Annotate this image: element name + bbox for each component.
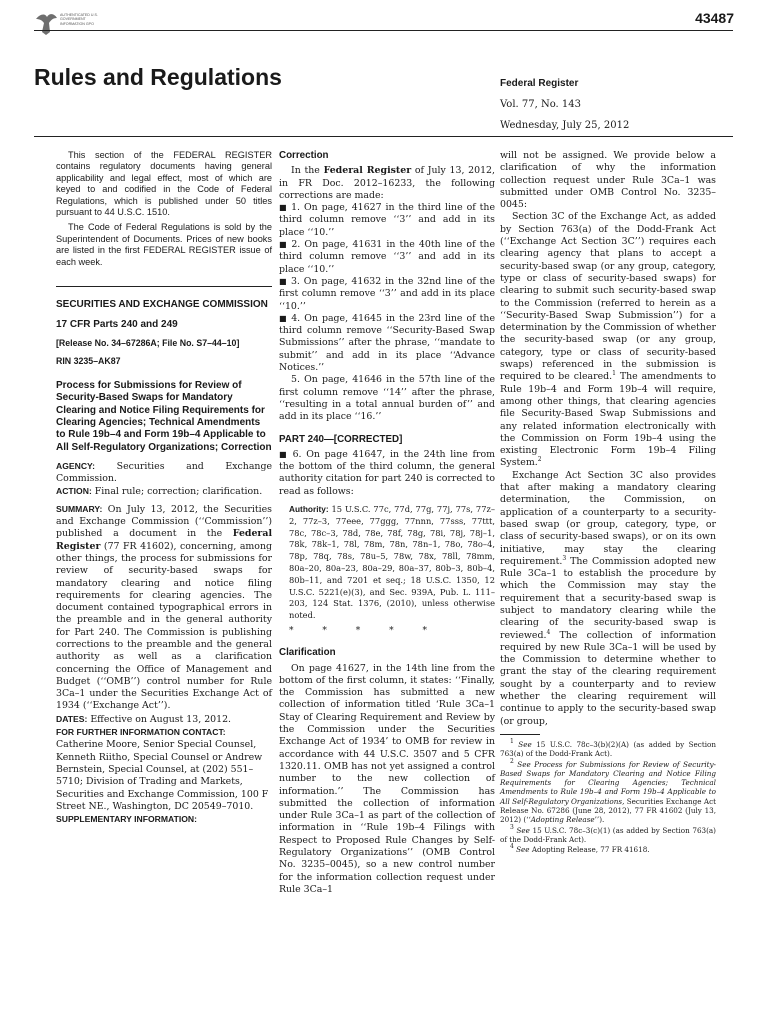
correction-heading: Correction xyxy=(279,150,329,161)
footnote xyxy=(500,737,716,759)
footnote-ref: 4 xyxy=(546,628,551,636)
volume-number: Vol. 77, No. 143 xyxy=(500,99,582,110)
clarification-text: Section 3C of the Exchange Act, as added by Section 763(a) of the Dodd-Frank Act (‘‘Exchange Act Section 3C’’) requires each clearing agency that plans to accept a security-based swap (or any group, category, type or class of security-based swaps) for clearing to submit such security-based swap to the Commission (referred to herein as a ‘‘Security-Based Swap Submission’’) for a determination by the Commission of whether the security-based swap (or any group, category, type or class of security-based swaps) referenced in the submission is required to be cleared. xyxy=(500,211,716,383)
omission-stars: * * * * * xyxy=(289,625,440,636)
clarification-text: The Commission adopted new Rule 3Ca–1 to establish the procedure by which the Commission may stay the requirement that a security-based swap is subject to mandatory clearing while the clearing of the security-based swap is reviewed. xyxy=(500,555,716,641)
correction-item-4: ■ 4. On page, 41645 in the 23rd line of the third column remove ‘‘Security-Based Swap Submissions’’ after the phrase, ‘‘mandate to submit’’ and add in its place ‘‘Advance Notices.’’ xyxy=(279,313,495,374)
summary-paragraph xyxy=(56,503,272,713)
agency-value: Securities and Exchange Commission. xyxy=(56,460,272,485)
cfr-parts: 17 CFR Parts 240 and 249 xyxy=(56,319,178,331)
document-title: Process for Submissions for Review of Security-Based Swaps for Mandatory Clearing and Notice Filing Requirements for Clearing Agencies; Technical Amendments to Rule 19b–4 and Form 19b–4 Applicable to All Self-Regulatory Organizations; Correction xyxy=(56,380,272,453)
action-line xyxy=(56,485,272,498)
correction-intro-cont: of July 13, 2012, in FR Doc. 2012–16233, the following corrections are made: xyxy=(279,165,496,201)
contact-label: FOR FURTHER INFORMATION CONTACT: xyxy=(56,727,226,738)
clarification-heading: Clarification xyxy=(279,647,336,659)
action-value: Final rule; correction; clarification. xyxy=(94,486,263,498)
release-number: [Release No. 34–67286A; File No. S7–44–10] xyxy=(56,338,240,349)
footnote-number: 1 xyxy=(510,737,514,745)
summary-text: On July 13, 2012, the Securities and Exchange Commission (‘‘Commission’’) published a document in the xyxy=(56,503,272,540)
supplementary-label: SUPPLEMENTARY INFORMATION: xyxy=(56,814,197,825)
column-1 xyxy=(56,150,272,826)
eagle-icon xyxy=(34,10,58,36)
agency-line xyxy=(56,460,272,486)
column-3 xyxy=(500,150,716,856)
agency-label: AGENCY: xyxy=(56,460,95,471)
footnote-ref: 2 xyxy=(537,456,542,464)
correction-item-5: 5. On page, 41646 in the 57th line of the first column remove ‘‘14’’ after the phrase, ‘‘resulting in a total annual burden of’’ and add in its place ‘‘16.’’ xyxy=(279,374,495,423)
publication-info xyxy=(500,73,740,136)
clarification-text: The collection of information required by new Rule 3Ca–1 will be used by the Commission to determine whether to grant the stay of the clearing requirement sought by a counterparty and to review whether the clearing requirement will continue to apply to the security-based swap (or group, xyxy=(500,629,717,727)
correction-item-1: ■ 1. On page, 41627 in the third line of the third column remove ‘‘3’’ and add in its place ‘‘10.’’ xyxy=(279,202,495,239)
footnote xyxy=(500,757,716,825)
footnote-text: Securities Exchange Act Release No. 67286 (June 28, 2012), 77 FR 41602 (July 13, 2012) (‘‘ xyxy=(500,796,716,825)
footnote-italic: See xyxy=(516,845,530,855)
dates-value: Effective on August 13, 2012. xyxy=(90,713,232,725)
footnote-italic: See xyxy=(518,739,532,749)
contact-value: Catherine Moore, Senior Special Counsel, Kenneth Riitho, Special Counsel or Andrew Bernstein, Special Counsel, at (202) 551–5710; Division of Trading and Markets, Securities and Exchange Commission, 100 F Street NE., Washington, DC 20549–7010. xyxy=(56,739,269,812)
correction-item-6: ■ 6. On page 41647, in the 24th line from the bottom of the third column, the general authority citation for part 240 is corrected to read as follows: xyxy=(279,449,495,498)
section-title: Rules and Regulations xyxy=(34,64,282,90)
dates-label: DATES: xyxy=(56,713,88,724)
footnote-divider xyxy=(500,734,540,735)
intro-paragraph-1: This section of the FEDERAL REGISTER contains regulatory documents having general applicability and legal effect, most of which are keyed to and codified in the Code of Federal Regulations, which is published under 50 titles pursuant to 44 U.S.C. 1510. xyxy=(56,150,272,218)
publication-name: Federal Register xyxy=(500,78,579,89)
contact-paragraph xyxy=(56,726,272,813)
footnote-number: 3 xyxy=(510,823,514,831)
footnote-ref: 3 xyxy=(562,554,567,562)
rin-number: RIN 3235–AK87 xyxy=(56,356,121,367)
clarification-paragraph-1: On page 41627, in the 14th line from the bottom of the first column, it states: ‘‘Finally, the Commission has submitted a new collection of information titled ‘Rule 3Ca–1 Stay of Clearing Requirement and Review by the Commission under the Securities Exchange Act of 1934’ to OMB for review in accordance with 44 U.S.C. 3507 and 5 CFR 1320.11. OMB has not yet assigned a control number to the new collection of information.’’ The Commission has submitted the collection of information under Rule 3Ca–1 as part of the collection of information in ‘‘Rule 19b–4 Filings with Respect to Proposed Rule Changes by Self-Regulatory Organizations’’ (OMB Control No. 3235–0045), so a new control number for the information collection request under Rule 3Ca–1 xyxy=(279,662,495,895)
footnote-italic: See xyxy=(516,825,530,835)
logo-text: AUTHENTICATED U.S. GOVERNMENT INFORMATION GPO xyxy=(60,13,98,26)
correction-intro xyxy=(279,165,495,202)
part-heading: PART 240—[CORRECTED] xyxy=(279,433,403,445)
footnote-italic: Adopting Release xyxy=(530,815,595,825)
footnote-text: ’’). xyxy=(594,815,605,825)
intro-paragraph-2: The Code of Federal Regulations is sold by the Superintendent of Documents. Prices of new books are listed in the first FEDERAL REGISTER issue of each week. xyxy=(56,222,272,267)
correction-intro-text: In the xyxy=(291,165,320,177)
correction-item-2: ■ 2. On page, 41631 in the 40th line of the third column remove ‘‘3’’ and add in its place ‘‘10.’’ xyxy=(279,239,495,276)
clarification-paragraph-3 xyxy=(500,470,716,728)
footnote xyxy=(500,845,716,854)
authority-citation xyxy=(279,504,495,622)
footnote-number: 2 xyxy=(510,757,514,765)
clarification-paragraph-2 xyxy=(500,211,716,469)
dates-line xyxy=(56,713,272,726)
footnote-italic: See Process for Submissions for Review of Security-Based Swaps for Mandatory Clearing and Notice Filing Requirements for Clearing Agencies; Technical Amendments to Rule 19b–4 and Form 19b–4 Applicable to All Self-Regulatory Organizations, xyxy=(500,759,716,806)
agency-name: SECURITIES AND EXCHANGE COMMISSION xyxy=(56,299,268,311)
footnote-number: 4 xyxy=(510,843,514,851)
footnote xyxy=(500,823,716,845)
summary-label: SUMMARY: xyxy=(56,503,103,514)
gpo-authentication-logo xyxy=(34,10,96,40)
footnote-ref: 1 xyxy=(612,370,616,378)
federal-register-ref: Federal Register xyxy=(56,528,272,552)
issue-date: Wednesday, July 25, 2012 xyxy=(500,120,630,131)
federal-register-ref: Federal Register xyxy=(323,165,412,177)
section-divider xyxy=(56,286,272,287)
page-number: 43487 xyxy=(695,10,734,26)
action-label: ACTION: xyxy=(56,486,92,497)
top-rule xyxy=(34,30,733,31)
supplementary-line xyxy=(56,813,272,826)
summary-text-cont: (77 FR 41602), concerning, among other things, the process for submissions for review of security-based swaps for mandatory clearing and notice filing requirements for clearing agencies. The document contained typographical errors in the preamble and in the general authority for Part 240. The Commission is publishing corrections to the preamble and the general authority as well as a clarification concerning the Office of Management and Budget (‘‘OMB’’) control number for Rule 3Ca–1 under the Securities Exchange Act of 1934 (‘‘Exchange Act’’). xyxy=(56,540,272,712)
correction-item-3: ■ 3. On page, 41632 in the 32nd line of the first column remove ‘‘3’’ and add in its place ‘‘10.’’ xyxy=(279,276,495,313)
header-rule xyxy=(34,136,733,137)
clarification-text: Exchange Act Section 3C also provides that after making a mandatory clearing determination, the Commission, on application of a counterparty to a security-based swap (or group, category, type, or class of security-based swaps), or on its own initiative, may stay the clearing requirement. xyxy=(500,469,716,567)
clarification-text: The amendments to Rule 19b–4 and Form 19b–4 will require, among other things, that clearing agencies file Security-Based Swap Submissions and any related information electronically with the Commission on Form 19b–4 using the existing Electronic Form 19b–4 Filing System. xyxy=(500,371,716,469)
column-2 xyxy=(279,150,495,896)
authority-text: 15 U.S.C. 77c, 77d, 77g, 77j, 77s, 77z–2, 77z–3, 77eee, 77ggg, 77nnn, 77sss, 77ttt, 78c, 78c–3, 78d, 78e, 78f, 78g, 78i, 78j, 78j–1, 78k, 78k–1, 78l, 78m, 78n, 78n–1, 78o, 78o–4, 78p, 78q, 78s, 78u–5, 78w, 78x, 78ll, 78mm, 80a–20, 80a–23, 80a–29, 80a–37, 80b–3, 80b–4, 80b–11, and 7201 et seq.; 18 U.S.C. 1350, 12 U.S.C. 5221(e)(3), and Sec. 939A, Pub. L. 111–203, 124 Stat. 1376, (2010), unless otherwise noted. xyxy=(289,504,495,621)
clarification-paragraph-1-cont: will not be assigned. We provide below a clarification of why the information collection request under Rule 3Ca–1 was submitted under OMB Control No. 3235–0045: xyxy=(500,150,716,211)
footnote-text: 15 U.S.C. 78c–3(c)(1) (as added by Section 763(a) of the Dodd-Frank Act). xyxy=(500,825,716,844)
footnote-text: 15 U.S.C. 78c–3(b)(2)(A) (as added by Section 763(a) of the Dodd-Frank Act). xyxy=(500,739,716,759)
footnote-text: Adopting Release, 77 FR 41618. xyxy=(531,845,650,855)
authority-label: Authority: xyxy=(289,504,329,515)
